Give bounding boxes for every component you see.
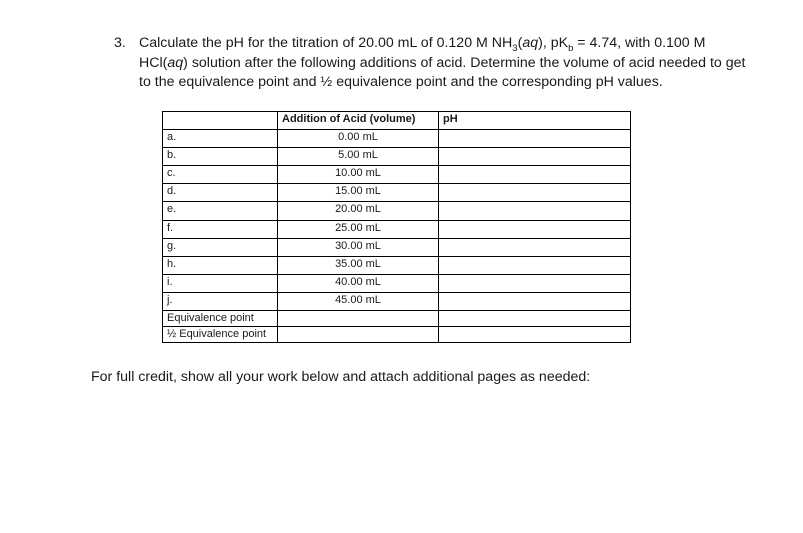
row-ph-cell[interactable] bbox=[439, 220, 631, 238]
table-row bbox=[163, 274, 631, 292]
row-ph-cell[interactable] bbox=[439, 256, 631, 274]
equivalence-ph-cell[interactable] bbox=[439, 311, 631, 327]
instructions-note: For full credit, show all your work below and attach additional pages as needed: bbox=[91, 369, 591, 385]
row-volume: 15.00 mL bbox=[278, 184, 439, 202]
question-text: Calculate the pH for the titration of 20.00 mL of 0.120 M $NH_3(aq)$, $pK_b = 4.74$, with 0.100 M HCl(aq) solution after the following additions of acid. Determine the volume of acid needed to get to the equivalence point and ½ equivalence point and the corresponding pH values. bbox=[139, 35, 746, 91]
table-row bbox=[163, 292, 631, 310]
row-label: a. bbox=[163, 130, 278, 148]
equivalence-row bbox=[163, 311, 631, 327]
table-row bbox=[163, 148, 631, 166]
equivalence-label: Equivalence point bbox=[163, 311, 278, 327]
row-ph-cell[interactable] bbox=[439, 202, 631, 220]
row-volume: 45.00 mL bbox=[278, 292, 439, 310]
table-row bbox=[163, 166, 631, 184]
row-ph-cell[interactable] bbox=[439, 130, 631, 148]
header-ph: pH bbox=[439, 112, 631, 130]
row-label: c. bbox=[163, 166, 278, 184]
equivalence-volume-cell[interactable] bbox=[278, 311, 439, 327]
half-equivalence-volume-cell[interactable] bbox=[278, 327, 439, 343]
row-volume: 10.00 mL bbox=[278, 166, 439, 184]
half-equivalence-label: ½ Equivalence point bbox=[163, 327, 278, 343]
header-label bbox=[163, 112, 278, 130]
half-equivalence-ph-cell[interactable] bbox=[439, 327, 631, 343]
row-volume: 5.00 mL bbox=[278, 148, 439, 166]
row-label: e. bbox=[163, 202, 278, 220]
row-volume: 35.00 mL bbox=[278, 256, 439, 274]
row-label: h. bbox=[163, 256, 278, 274]
row-ph-cell[interactable] bbox=[439, 166, 631, 184]
table-row bbox=[163, 202, 631, 220]
table-header-row bbox=[163, 112, 631, 130]
row-label: j. bbox=[163, 292, 278, 310]
header-volume: Addition of Acid (volume) bbox=[278, 112, 439, 130]
table-body bbox=[163, 130, 631, 343]
row-ph-cell[interactable] bbox=[439, 184, 631, 202]
row-ph-cell[interactable] bbox=[439, 292, 631, 310]
half-equivalence-row bbox=[163, 327, 631, 343]
question-number: 3. bbox=[114, 35, 126, 51]
table-row bbox=[163, 220, 631, 238]
row-volume: 40.00 mL bbox=[278, 274, 439, 292]
table-row bbox=[163, 238, 631, 256]
table-row bbox=[163, 256, 631, 274]
row-volume: 0.00 mL bbox=[278, 130, 439, 148]
row-label: d. bbox=[163, 184, 278, 202]
row-label: f. bbox=[163, 220, 278, 238]
row-label: b. bbox=[163, 148, 278, 166]
row-ph-cell[interactable] bbox=[439, 274, 631, 292]
table-row bbox=[163, 184, 631, 202]
row-label: i. bbox=[163, 274, 278, 292]
row-volume: 25.00 mL bbox=[278, 220, 439, 238]
row-volume: 30.00 mL bbox=[278, 238, 439, 256]
titration-table bbox=[162, 111, 631, 343]
table-row bbox=[163, 130, 631, 148]
row-ph-cell[interactable] bbox=[439, 148, 631, 166]
row-volume: 20.00 mL bbox=[278, 202, 439, 220]
row-label: g. bbox=[163, 238, 278, 256]
row-ph-cell[interactable] bbox=[439, 238, 631, 256]
